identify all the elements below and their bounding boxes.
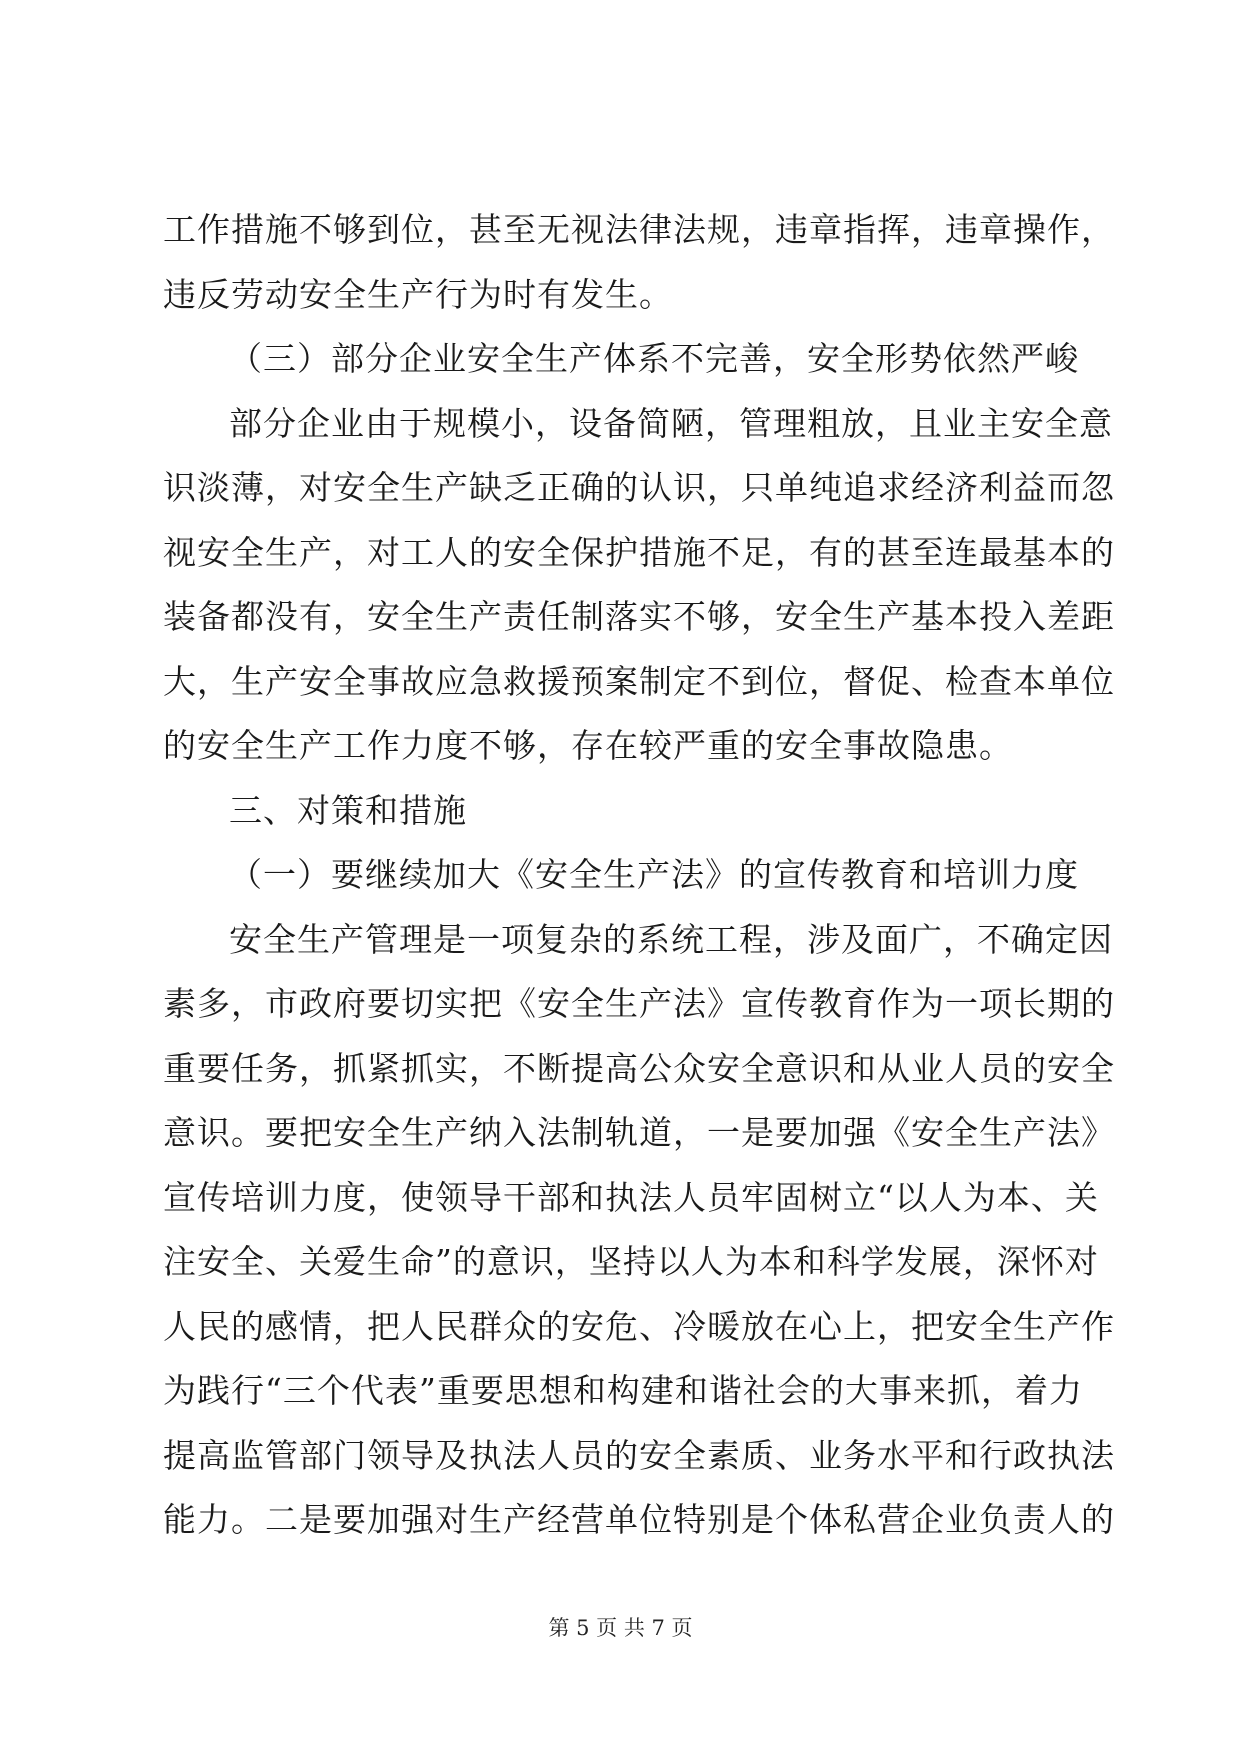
text-line: 装备都没有，安全生产责任制落实不够，安全生产基本投入差距 bbox=[163, 597, 1115, 636]
text-line: 为践行“三个代表”重要思想和构建和谐社会的大事来抓，着力 bbox=[163, 1371, 1083, 1410]
text-line: 能力。二是要加强对生产经营单位特别是个体私营企业负责人的 bbox=[163, 1500, 1115, 1539]
text-line: 违反劳动安全生产行为时有发生。 bbox=[163, 274, 673, 314]
text-line: 意识。要把安全生产纳入法制轨道，一是要加强《安全生产法》 bbox=[163, 1113, 1115, 1152]
text-line: 提高监管部门领导及执法人员的安全素质、业务水平和行政执法 bbox=[163, 1435, 1115, 1475]
text-line: 素多，市政府要切实把《安全生产法》宣传教育作为一项长期的 bbox=[163, 984, 1115, 1023]
text-line: 视安全生产，对工人的安全保护措施不足，有的甚至连最基本的 bbox=[163, 532, 1115, 572]
text-line: 的安全生产工作力度不够，存在较严重的安全事故隐患。 bbox=[163, 726, 1013, 765]
paragraph-first-line: 部分企业由于规模小，设备简陋，管理粗放，且业主安全意 bbox=[229, 403, 1113, 443]
section-subheading: （一）要继续加大《安全生产法》的宣传教育和培训力度 bbox=[229, 855, 1079, 894]
text-line: 宣传培训力度，使领导干部和执法人员牢固树立“以人为本、关 bbox=[163, 1177, 1099, 1217]
section-heading: 三、对策和措施 bbox=[229, 790, 467, 830]
text-line: 大，生产安全事故应急救援预案制定不到位，督促、检查本单位 bbox=[163, 661, 1115, 701]
page-number-footer: 第 5 页 共 7 页 bbox=[548, 1616, 693, 1640]
text-line: 注安全、关爱生命”的意识，坚持以人为本和科学发展，深怀对 bbox=[163, 1242, 1099, 1281]
text-line: 重要任务，抓紧抓实，不断提高公众安全意识和从业人员的安全 bbox=[163, 1048, 1115, 1088]
section-subheading: （三）部分企业安全生产体系不完善，安全形势依然严峻 bbox=[229, 339, 1079, 378]
document-body bbox=[163, 198, 1115, 1553]
text-line: 人民的感情，把人民群众的安危、冷暖放在心上，把安全生产作 bbox=[163, 1306, 1115, 1346]
paragraph-first-line: 安全生产管理是一项复杂的系统工程，涉及面广，不确定因 bbox=[229, 919, 1113, 959]
text-line: 识淡薄，对安全生产缺乏正确的认识，只单纯追求经济利益而忽 bbox=[163, 468, 1115, 507]
text-line: 工作措施不够到位，甚至无视法律法规，违章指挥，违章操作， bbox=[163, 210, 1115, 249]
